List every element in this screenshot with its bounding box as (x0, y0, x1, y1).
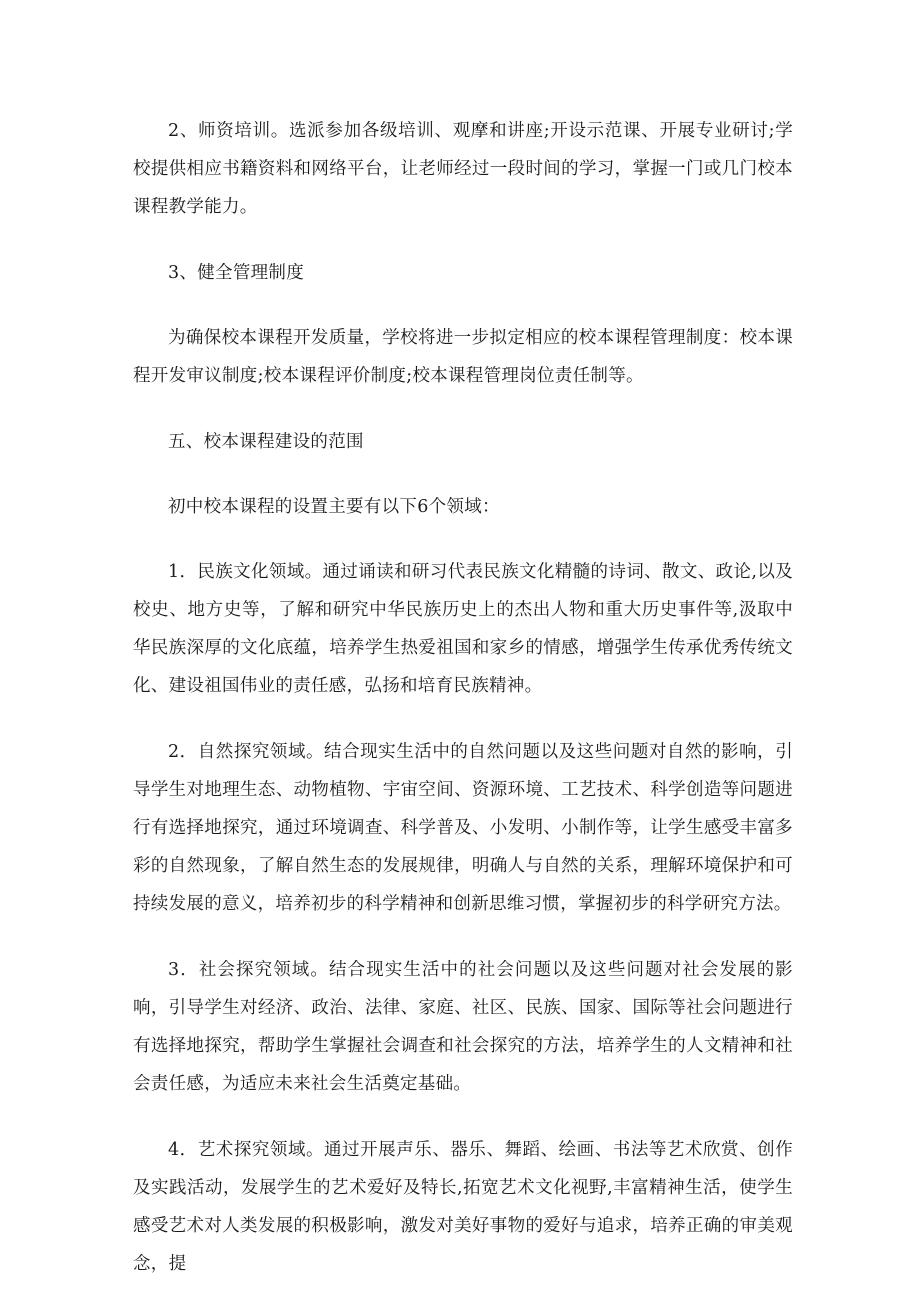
paragraph-art-inquiry: 4．艺术探究领域。通过开展声乐、器乐、舞蹈、绘画、书法等艺术欣赏、创作及实践活动，发展学生的艺术爱好及特长,拓宽艺术文化视野,丰富精神生活，使学生感受艺术对人类发展的积极影响，激发对美好事物的爱好与追求，培养正确的审美观念，提 (133, 1140, 793, 1274)
paragraph-national-culture: 1．民族文化领域。通过诵读和研习代表民族文化精髓的诗词、散文、政论,以及校史、地方史等，了解和研究中华民族历史上的杰出人物和重大历史事件等,汲取中华民族深厚的文化底蕴，培养学生热爱祖国和家乡的情感，增强学生传承优秀传统文化、建设祖国伟业的责任感，弘扬和培育民族精神。 (133, 562, 793, 696)
paragraph-teacher-training: 2、师资培训。选派参加各级培训、观摩和讲座;开设示范课、开展专业研讨;学校提供相应书籍资料和网络平台，让老师经过一段时间的学习，掌握一门或几门校本课程教学能力。 (133, 121, 793, 217)
paragraph-management-system: 为确保校本课程开发质量，学校将进一步拟定相应的校本课程管理制度：校本课程开发审议制度;校本课程评价制度;校本课程管理岗位责任制等。 (133, 328, 793, 386)
paragraph-nature-inquiry: 2．自然探究领域。结合现实生活中的自然问题以及这些问题对自然的影响，引导学生对地理生态、动物植物、宇宙空间、资源环境、工艺技术、科学创造等问题进行有选择地探究，通过环境调查、科学普及、小发明、小制作等，让学生感受丰富多彩的自然现象，了解自然生态的发展规律，明确人与自然的关系，理解环境保护和可持续发展的意义，培养初步的科学精神和创新思维习惯，掌握初步的科学研究方法。 (133, 742, 793, 914)
paragraph-social-inquiry: 3．社会探究领域。结合现实生活中的社会问题以及这些问题对社会发展的影响，引导学生对经济、政治、法律、家庭、社区、民族、国家、国际等社会问题进行有选择地探究，帮助学生掌握社会调查和社会探究的方法，培养学生的人文精神和社会责任感，为适应未来社会生活奠定基础。 (133, 960, 793, 1094)
paragraph-scope-intro: 初中校本课程的设置主要有以下6个领域： (168, 497, 500, 517)
heading-course-scope: 五、校本课程建设的范围 (168, 432, 364, 452)
document-body (133, 112, 793, 1311)
heading-management-system: 3、健全管理制度 (168, 263, 305, 283)
